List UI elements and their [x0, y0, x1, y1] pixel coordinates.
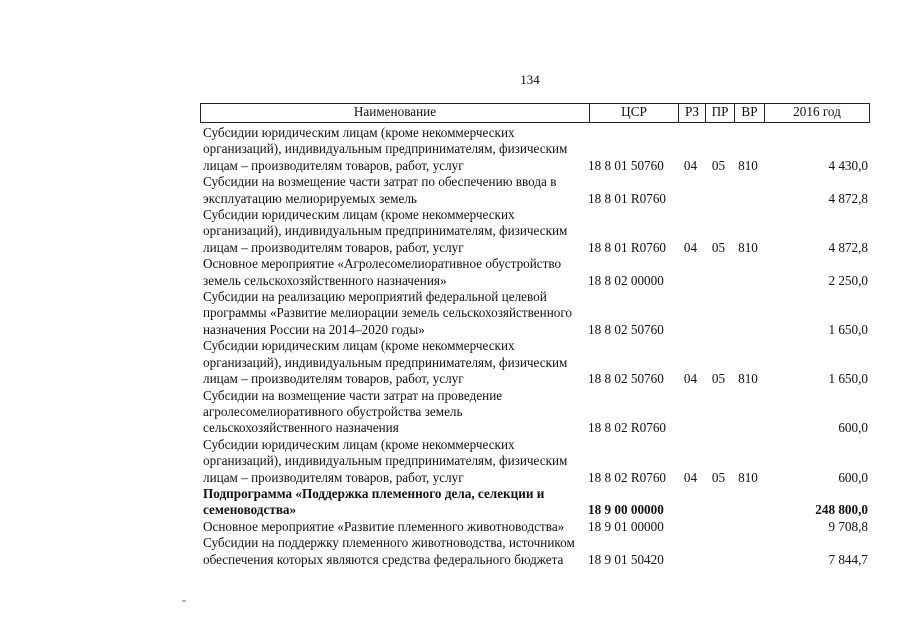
row-vr: 810	[738, 469, 758, 485]
table-row	[200, 437, 870, 486]
row-amount: 9 708,8	[828, 518, 868, 534]
row-name-line: Субсидии юридическим лицам (кроме некоммерческих	[203, 436, 515, 452]
row-name-line: Субсидии на возмещение части затрат по обеспечению ввода в	[203, 174, 557, 190]
table-row	[200, 388, 870, 437]
row-name-line: лицам – производителям товаров, работ, услуг	[203, 239, 464, 255]
row-csr: 18 8 01 R0760	[588, 239, 667, 255]
row-rz: 04	[683, 157, 698, 173]
row-name	[200, 437, 588, 486]
row-pr: 05	[711, 157, 726, 173]
row-name	[200, 519, 588, 535]
row-amount: 1 650,0	[828, 321, 868, 337]
row-name-line: Субсидии на возмещение части затрат на проведение	[203, 387, 503, 403]
row-name-line: земель сельскохозяйственного назначения»	[203, 272, 447, 288]
row-amount: 2 250,0	[828, 272, 868, 288]
row-rz: 04	[683, 371, 698, 387]
row-csr: 18 8 02 50760	[588, 321, 664, 337]
row-csr: 18 9 01 50420	[588, 551, 664, 567]
row-name	[200, 289, 588, 338]
row-csr: 18 8 02 R0760	[588, 420, 667, 436]
row-name-line: эксплуатацию мелиорируемых земель	[203, 190, 417, 206]
row-name-line: агролесомелиоративного обустройства земель	[203, 403, 463, 419]
table-row	[200, 535, 870, 568]
row-name	[200, 388, 588, 437]
row-name-line: Субсидии на поддержку племенного животноводства, источником	[203, 535, 575, 551]
row-name-line: организаций), индивидуальным предпринимателям, физическим	[203, 141, 568, 157]
row-name	[200, 174, 588, 207]
row-amount: 4 872,8	[828, 190, 868, 206]
row-csr: 18 8 01 50760	[588, 157, 664, 173]
budget-table	[200, 103, 870, 568]
row-amount: 4 872,8	[828, 239, 868, 255]
row-csr: 18 8 02 50760	[588, 371, 664, 387]
row-name-line: лицам – производителям товаров, работ, услуг	[203, 157, 464, 173]
table-row	[200, 125, 870, 174]
table-body	[200, 125, 870, 568]
header-pr: ПР	[705, 104, 734, 122]
row-amount: 600,0	[838, 420, 868, 436]
row-name-line: Подпрограмма «Поддержка племенного дела, селекции и	[203, 485, 545, 501]
row-name-line: Субсидии юридическим лицам (кроме некоммерческих	[203, 207, 515, 223]
row-name	[200, 535, 588, 568]
row-csr: 18 8 02 00000	[588, 272, 664, 288]
row-rz: 04	[683, 469, 698, 485]
row-amount: 600,0	[838, 469, 868, 485]
row-csr: 18 9 01 00000	[588, 518, 664, 534]
header-vr: ВР	[734, 104, 764, 122]
table-row	[200, 256, 870, 289]
row-name-line: лицам – производителям товаров, работ, услуг	[203, 371, 464, 387]
row-name-line: семеноводства»	[203, 502, 297, 518]
row-vr: 810	[738, 157, 758, 173]
row-name	[200, 256, 588, 289]
scan-mark	[182, 600, 186, 602]
row-name-line: Субсидии юридическим лицам (кроме некоммерческих	[203, 125, 515, 140]
table-row	[200, 174, 870, 207]
row-amount: 7 844,7	[828, 551, 868, 567]
row-csr: 18 9 00 00000	[588, 502, 664, 518]
row-amount: 4 430,0	[828, 157, 868, 173]
row-name	[200, 125, 588, 174]
row-name-line: сельскохозяйственного назначения	[203, 420, 399, 436]
row-name-line: программы «Развитие мелиорации земель сельскохозяйственного	[203, 305, 573, 321]
row-vr: 810	[738, 239, 758, 255]
row-amount: 248 800,0	[815, 502, 868, 518]
row-pr: 05	[711, 371, 726, 387]
row-name-line: Основное мероприятие «Развитие племенного животноводства»	[203, 518, 565, 534]
row-rz: 04	[683, 239, 698, 255]
table-row	[200, 486, 870, 519]
row-name-line: Основное мероприятие «Агролесомелиоративное обустройство	[203, 256, 562, 272]
row-pr: 05	[711, 469, 726, 485]
row-name	[200, 207, 588, 256]
row-name-line: лицам – производителям товаров, работ, услуг	[203, 469, 464, 485]
header-year: 2016 год	[764, 104, 869, 122]
row-csr: 18 8 01 R0760	[588, 190, 667, 206]
row-pr: 05	[711, 239, 726, 255]
row-name-line: обеспечения которых являются средства федерального бюджета	[203, 551, 564, 567]
row-name-line: назначения России на 2014–2020 годы»	[203, 321, 425, 337]
header-rz: РЗ	[678, 104, 705, 122]
header-name: Наименование	[353, 104, 437, 119]
page-number: 134	[520, 72, 540, 87]
table-row	[200, 289, 870, 338]
table-row	[200, 338, 870, 387]
row-name-line: Субсидии юридическим лицам (кроме некоммерческих	[203, 338, 515, 354]
row-name	[200, 486, 588, 519]
row-name	[200, 338, 588, 387]
row-name-line: организаций), индивидуальным предпринимателям, физическим	[203, 453, 568, 469]
row-csr: 18 8 02 R0760	[588, 469, 667, 485]
row-name-line: организаций), индивидуальным предпринимателям, физическим	[203, 354, 568, 370]
table-row	[200, 519, 870, 535]
row-amount: 1 650,0	[828, 371, 868, 387]
header-csr: ЦСР	[589, 104, 678, 122]
table-row	[200, 207, 870, 256]
table-header	[200, 103, 870, 123]
row-name-line: Субсидии на реализацию мероприятий федеральной целевой	[203, 289, 547, 305]
row-name-line: организаций), индивидуальным предпринимателям, физическим	[203, 223, 568, 239]
row-vr: 810	[738, 371, 758, 387]
